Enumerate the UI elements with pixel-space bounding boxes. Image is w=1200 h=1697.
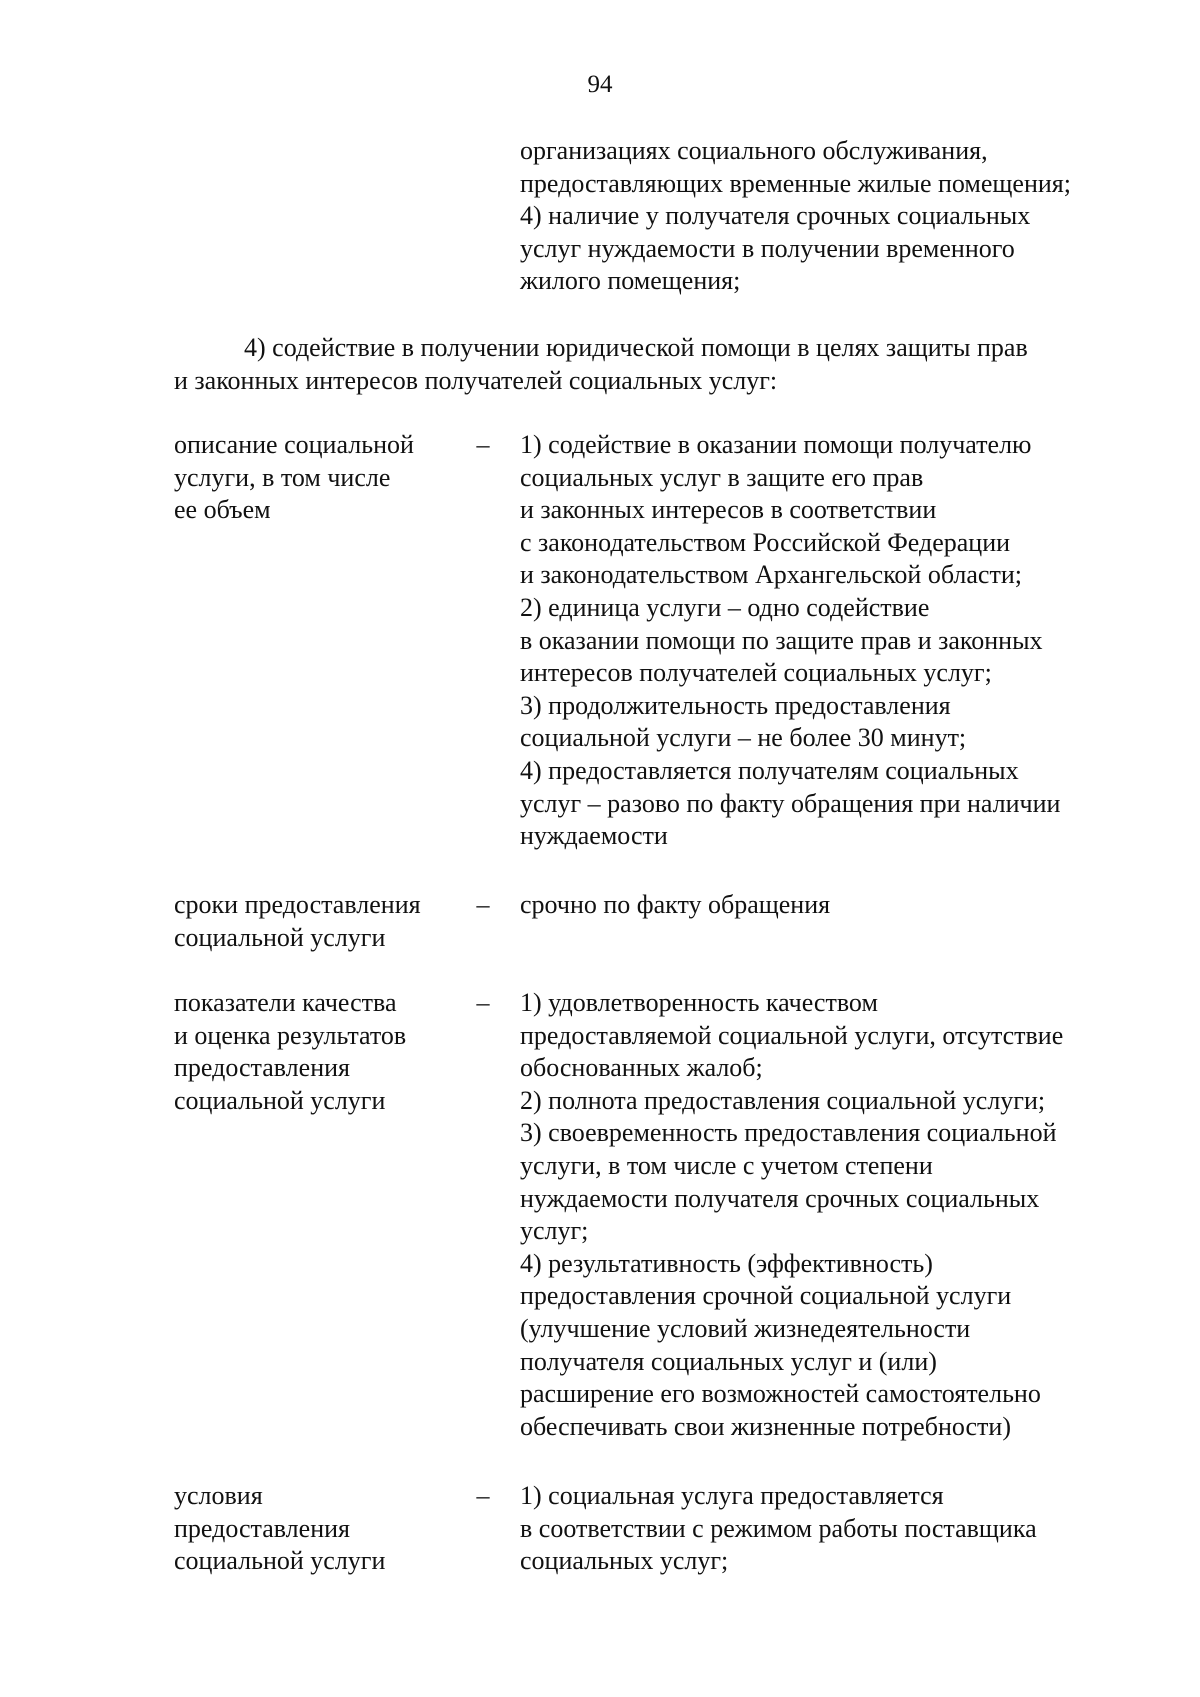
text-line: 4) наличие у получателя срочных социальных: [520, 201, 1031, 231]
text-line: услуг нуждаемости в получении временного: [520, 233, 1015, 263]
text-line: нуждаемости получателя срочных социальных: [520, 1183, 1040, 1213]
text-line: нуждаемости: [520, 821, 668, 851]
text-line: 3) своевременность предоставления социальной: [520, 1118, 1057, 1148]
text-line: социальной услуги: [174, 922, 386, 952]
row-label: [174, 1480, 454, 1578]
text-line: 2) полнота предоставления социальной услуги;: [520, 1085, 1046, 1115]
row-value: [520, 889, 830, 922]
text-line: срочно по факту обращения: [520, 890, 831, 919]
text-line: услуги, в том числе: [174, 462, 391, 492]
row-label: [174, 987, 454, 1117]
text-line: в оказании помощи по защите прав и законных: [520, 625, 1043, 655]
row-label: [174, 889, 454, 954]
text-line: и законных интересов получателей социальных услуг:: [174, 365, 778, 395]
text-line: услуг;: [520, 1216, 589, 1246]
text-line: интересов получателей социальных услуг;: [520, 658, 992, 688]
text-line: обеспечивать свои жизненные потребности): [520, 1411, 1011, 1441]
text-line: с законодательством Российской Федерации: [520, 527, 1011, 557]
text-line: социальной услуги: [174, 1546, 386, 1576]
text-line: 1) содействие в оказании помощи получателю: [520, 430, 1032, 459]
text-line: социальных услуг;: [520, 1546, 729, 1576]
text-line: сроки предоставления: [174, 890, 421, 919]
text-line: 1) удовлетворенность качеством: [520, 988, 878, 1017]
text-line: условия: [174, 1481, 263, 1510]
text-line: 2) единица услуги – одно содействие: [520, 592, 930, 622]
continuation-text: [520, 135, 1071, 298]
text-line: социальных услуг в защите его прав: [520, 462, 924, 492]
text-line: расширение его возможностей самостоятельно: [520, 1379, 1041, 1409]
text-line: предоставляющих временные жилые помещения;: [520, 168, 1071, 198]
text-line: и законных интересов в соответствии: [520, 495, 937, 525]
text-line: описание социальной: [174, 430, 414, 459]
text-line: предоставления: [174, 1053, 350, 1083]
text-line: социальной услуги – не более 30 минут;: [520, 723, 967, 753]
dash-separator: –: [476, 430, 490, 459]
text-line: и законодательством Архангельской области;: [520, 560, 1022, 590]
dash-separator: –: [476, 988, 490, 1017]
text-line: обоснованных жалоб;: [520, 1053, 763, 1083]
text-line: услуги, в том числе с учетом степени: [520, 1150, 933, 1180]
text-line: 4) предоставляется получателям социальных: [520, 755, 1019, 785]
text-line: жилого помещения;: [520, 266, 741, 296]
row-value: [520, 987, 1063, 1443]
dash-separator: –: [476, 890, 490, 919]
section-heading-paragraph: [174, 332, 1028, 397]
text-line: получателя социальных услуг и (или): [520, 1346, 937, 1376]
text-line: 3) продолжительность предоставления: [520, 690, 951, 720]
text-line: предоставления срочной социальной услуги: [520, 1281, 1012, 1311]
row-value: [520, 429, 1060, 853]
text-line: в соответствии с режимом работы поставщика: [520, 1513, 1037, 1543]
page-number: 94: [587, 71, 613, 98]
dash-separator: –: [476, 1481, 490, 1510]
text-line: предоставляемой социальной услуги, отсутствие: [520, 1020, 1064, 1050]
text-line: 4) результативность (эффективность): [520, 1248, 933, 1278]
text-line: ее объем: [174, 495, 271, 525]
text-line: социальной услуги: [174, 1085, 386, 1115]
text-line: (улучшение условий жизнедеятельности: [520, 1313, 971, 1343]
text-line: организациях социального обслуживания,: [520, 136, 988, 165]
text-line: и оценка результатов: [174, 1020, 407, 1050]
text-line: предоставления: [174, 1513, 350, 1543]
row-value: [520, 1480, 1037, 1578]
text-line: 1) социальная услуга предоставляется: [520, 1481, 944, 1510]
text-line: 4) содействие в получении юридической помощи в целях защиты прав: [244, 333, 1028, 362]
text-line: услуг – разово по факту обращения при наличии: [520, 788, 1061, 818]
text-line: показатели качества: [174, 988, 397, 1017]
row-label: [174, 429, 454, 527]
